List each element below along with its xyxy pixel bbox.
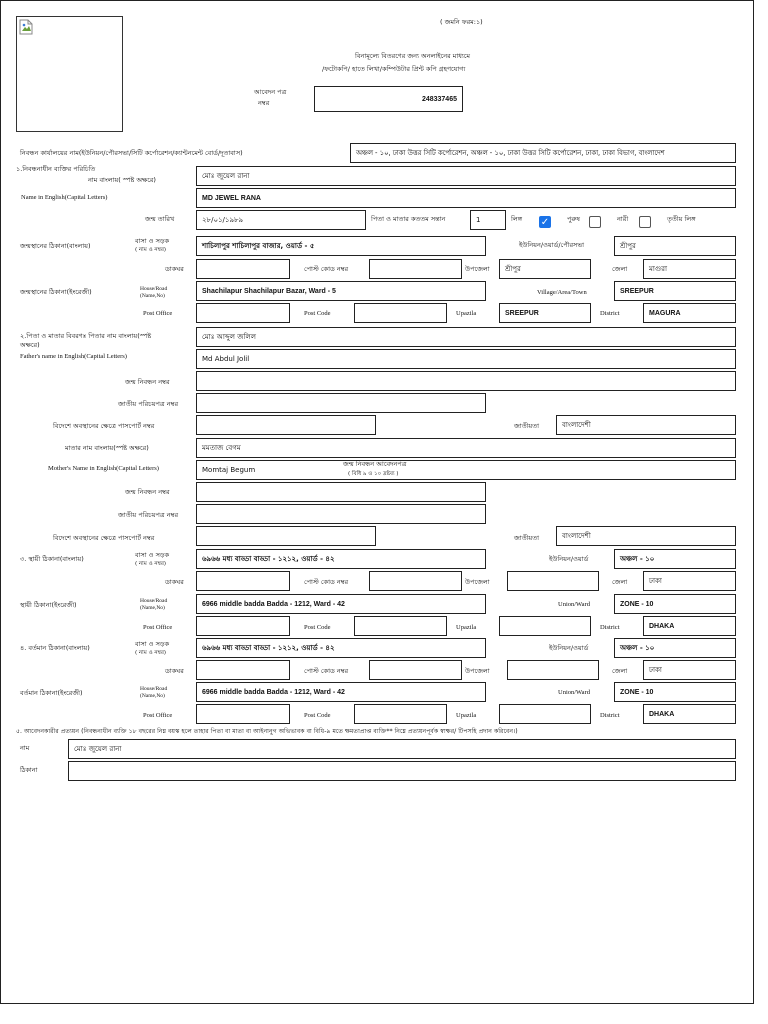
mother-nationality-label: জাতীয়তা (514, 534, 540, 542)
father-nationality-field[interactable]: বাংলাদেশী (556, 415, 736, 435)
sex-female-checkbox[interactable] (589, 216, 601, 228)
mother-birth-reg-label: জন্ম নিবন্ধন নম্বর (125, 488, 170, 496)
mother-bn-label: মাতার নাম বাংলায়(স্পষ্ট অক্ষরে) (65, 444, 149, 452)
pres-post-code-bn-field[interactable] (369, 660, 462, 680)
perm-district-bn-label: জেলা (612, 578, 628, 586)
birthplace-upazila-bn-field[interactable]: শ্রীপুর (499, 259, 591, 279)
perm-union-bn-label: ইউনিয়ন/ওয়ার্ড (549, 555, 589, 563)
perm-house-en-field[interactable]: 6966 middle badda Badda - 1212, Ward - 42 (196, 594, 486, 614)
father-nid-label: জাতীয় পরিচয়পত্র নম্বর (118, 400, 179, 408)
perm-house-label-bn-2: ( নাম ও নম্বর) (135, 561, 167, 567)
house-label-bn-2: ( নাম ও নম্বর) (135, 247, 167, 253)
sex-female-label: নারী (617, 215, 629, 223)
dob-field[interactable]: ২৮/০১/১৯৮৯ (196, 210, 366, 230)
upazila-bn-label: উপজেলা (465, 265, 490, 273)
birthplace-house-en-field[interactable]: Shachilapur Shachilapur Bazar, Ward - 5 (196, 281, 486, 301)
perm-post-code-bn-field[interactable] (369, 571, 462, 591)
pres-upazila-bn-field[interactable] (507, 660, 599, 680)
birthplace-union-bn-field[interactable]: শ্রীপুর (614, 236, 736, 256)
mother-en-field[interactable]: Momtaj Begum (196, 460, 736, 480)
sex-male-label: পুরুষ (567, 215, 580, 223)
mother-nid-field[interactable] (196, 504, 486, 524)
perm-district-en-field[interactable]: DHAKA (643, 616, 736, 636)
broken-image-icon (19, 19, 33, 35)
child-order-field[interactable]: 1 (470, 210, 506, 230)
pres-house-label-en-1: House/Road (140, 686, 168, 692)
mother-passport-field[interactable] (196, 526, 376, 546)
pres-post-code-bn-label: পোস্ট কোড নম্বর (304, 667, 349, 675)
attestor-address-label: ঠিকানা (20, 766, 38, 774)
upazila-en-label: Upazila (456, 310, 477, 317)
header-line-2: /ফটোকপি/ হাতে লিখা/কম্পিউটার প্রিন্ট কপি গ্রহণযোগ্য (322, 65, 466, 73)
house-label-en-1: House/Road (140, 286, 168, 292)
pres-district-bn-label: জেলা (612, 667, 628, 675)
perm-house-label-bn-1: বাসা ও সড়ক (135, 551, 170, 559)
birthplace-upazila-en-field[interactable]: SREEPUR (499, 303, 591, 323)
mother-nationality-field[interactable]: বাংলাদেশী (556, 526, 736, 546)
father-passport-label: বিদেশে অবস্থানের ক্ষেত্রে পাসপোর্ট নম্বর (53, 422, 155, 430)
perm-upazila-en-field[interactable] (499, 616, 591, 636)
child-order-label: পিতা ও মাতার কততম সন্তান (371, 215, 446, 223)
mother-passport-label: বিদেশে অবস্থানের ক্ষেত্রে পাসপোর্ট নম্বর (53, 534, 155, 542)
sex-label: লিঙ্গ (511, 215, 523, 223)
permanent-address-en-label: স্থায়ী ঠিকানা(ইংরেজী) (20, 601, 77, 609)
pres-house-label-bn-2: ( নাম ও নম্বর) (135, 650, 167, 656)
mother-en-label: Mother's Name in English(Capital Letters) (48, 465, 159, 472)
birthplace-bn-label: জন্মস্থানের ঠিকানা(বাংলায়) (20, 242, 91, 250)
pres-post-code-en-field[interactable] (354, 704, 447, 724)
perm-house-label-en-2: (Name,No) (140, 605, 165, 611)
pres-union-en-label: Union/Ward (558, 689, 590, 696)
pres-house-bn-field[interactable]: ৬৯৬৬ মধ্য বাড্ডা বাড্ডা - ১২১২, ওয়ার্ড - ৪২ (196, 638, 486, 658)
birthplace-village-en-field[interactable]: SREEPUR (614, 281, 736, 301)
birthplace-post-code-bn-field[interactable] (369, 259, 462, 279)
attestor-address-field[interactable] (68, 761, 736, 781)
dob-label: জন্ম তারিখ (145, 215, 175, 223)
father-bn-field[interactable]: মোঃ আব্দুল জলিল (196, 327, 736, 347)
mother-birth-reg-field[interactable] (196, 482, 486, 502)
birthplace-post-office-bn-field[interactable] (196, 259, 290, 279)
attestor-name-field[interactable]: মোঃ জুয়েল রানা (68, 739, 736, 759)
application-label-1: আবেদন পত্র (254, 88, 287, 96)
perm-union-en-label: Union/Ward (558, 601, 590, 608)
perm-post-office-bn-field[interactable] (196, 571, 290, 591)
mother-nid-label: জাতীয় পরিচয়পত্র নম্বর (118, 511, 179, 519)
pres-district-en-field[interactable]: DHAKA (643, 704, 736, 724)
father-passport-field[interactable] (196, 415, 376, 435)
pres-post-office-en-label: Post Office (143, 712, 173, 719)
name-en-label: Name in English(Capital Letters) (21, 194, 108, 201)
perm-post-code-bn-label: পোস্ট কোড নম্বর (304, 578, 349, 586)
photo-placeholder (16, 16, 123, 132)
pres-union-bn-field[interactable]: অঞ্চল - ১০ (614, 638, 736, 658)
header-line-1: বিনামূল্যে বিতরণের জন্য অনলাইনের মাধ্যমে (355, 52, 471, 60)
house-label-bn-1: বাসা ও সড়ক (135, 237, 170, 245)
birthplace-post-office-en-field[interactable] (196, 303, 290, 323)
pres-house-label-en-2: (Name,No) (140, 693, 165, 699)
perm-district-en-label: District (600, 624, 620, 631)
perm-upazila-en-label: Upazila (456, 624, 477, 631)
form-note-2: ( বিধি ৯ ও ১০ দ্রষ্টব্য ) (348, 471, 399, 477)
pres-union-en-field[interactable]: ZONE - 10 (614, 682, 736, 702)
father-en-label: Father's name in English(Capital Letters) (20, 353, 127, 360)
birthplace-post-code-en-field[interactable] (354, 303, 447, 323)
pres-upazila-en-label: Upazila (456, 712, 477, 719)
father-en-field[interactable]: Md Abdul Jolil (196, 349, 736, 369)
pres-upazila-en-field[interactable] (499, 704, 591, 724)
perm-upazila-bn-field[interactable] (507, 571, 599, 591)
perm-district-bn-field[interactable]: ঢাকা (643, 571, 736, 591)
father-birth-reg-field[interactable] (196, 371, 736, 391)
perm-union-en-field[interactable]: ZONE - 10 (614, 594, 736, 614)
perm-post-code-en-field[interactable] (354, 616, 447, 636)
perm-house-bn-field[interactable]: ৬৯৬৬ মধ্য বাড্ডা বাড্ডা - ১২১২, ওয়ার্ড - ৪২ (196, 549, 486, 569)
father-bn-label-1: ২.পিতা ও মাতার বিবরণঃ পিতার নাম বাংলায়(স্পষ্ট (20, 332, 152, 340)
name-en-field[interactable]: MD JEWEL RANA (196, 188, 736, 208)
pres-post-office-en-field[interactable] (196, 704, 290, 724)
pres-union-bn-label: ইউনিয়ন/ওয়ার্ড (549, 644, 589, 652)
sex-male-checkbox[interactable] (539, 216, 551, 228)
pres-district-bn-field[interactable]: ঢাকা (643, 660, 736, 680)
birthplace-house-bn-field[interactable]: শাচিলাপুর শাচিলাপুর বাজার, ওয়ার্ড - ৫ (196, 236, 486, 256)
pres-upazila-bn-label: উপজেলা (465, 667, 490, 675)
pres-post-office-bn-label: ডাকঘর (165, 667, 184, 675)
post-code-bn-label: পোস্ট কোড নম্বর (304, 265, 349, 273)
form-note-1: জন্ম নিবন্ধন আবেদনপত্র (343, 460, 407, 468)
perm-post-office-en-label: Post Office (143, 624, 173, 631)
sex-third-checkbox[interactable] (639, 216, 651, 228)
checkmark-icon: ✓ (540, 217, 550, 228)
birthplace-district-en-field[interactable]: MAGURA (643, 303, 736, 323)
father-nationality-label: জাতীয়তা (514, 422, 540, 430)
name-bn-label: নাম বাংলায়( স্পষ্ট অক্ষরে) (88, 176, 156, 184)
house-label-en-2: (Name,No) (140, 293, 165, 299)
name-bn-field[interactable]: মোঃ জুয়েল রানা (196, 166, 736, 186)
pres-post-office-bn-field[interactable] (196, 660, 290, 680)
birthplace-district-bn-field[interactable]: মাগুরা (643, 259, 736, 279)
union-label-bn: ইউনিয়ন/ওয়ার্ড/পৌরসভা (519, 241, 585, 249)
district-bn-label: জেলা (612, 265, 628, 273)
attestation-title: ৫. আবেদনকারীর প্রত্যয়ন (নিবন্ধনাধীন ব্যক্তি ১৮ বছরের নিম্ন বয়স্ক হলে তাহার পিতা বা মাতা বা আইনানুগ অভিভাবক বা বিধি-৯ মতে ক্ষমতাপ্রাপ্ত ব্যক্তি** নিম্নে প্রত্যয়নপূর্বক স্বাক্ষর/ টিপসহি প্রদান করিবেন।) (16, 728, 518, 735)
application-number-field[interactable]: 248337465 (314, 86, 463, 112)
mother-bn-field[interactable]: মমতাজ বেগম (196, 438, 736, 458)
village-label-en: Village/Area/Town (537, 289, 587, 296)
office-label: নিবন্ধন কার্যালয়ের নাম(ইউনিয়ন/পৌরসভা/সিটি কর্পোরেশন/ক্যান্টনমেন্ট বোর্ড/দূতাবাস) (20, 149, 243, 157)
section1-title: ১.নিবন্ধনাধীন ব্যক্তির পরিচিতি (16, 165, 96, 173)
post-office-en-label: Post Office (143, 310, 173, 317)
perm-post-code-en-label: Post Code (304, 624, 331, 631)
permanent-address-bn-label: ৩. স্থায়ী ঠিকানা(বাংলায়) (20, 555, 84, 563)
birthplace-en-label: জন্মস্থানের ঠিকানা(ইংরেজী) (20, 288, 92, 296)
application-label-2: নম্বর (258, 99, 270, 107)
form-number: ( জমনি ফরম:১) (440, 18, 483, 26)
father-nid-field[interactable] (196, 393, 486, 413)
father-bn-label-2: অক্ষরে) (20, 341, 40, 349)
pres-post-code-en-label: Post Code (304, 712, 331, 719)
present-address-bn-label: ৪. বর্তমান ঠিকানা(বাংলায়) (20, 644, 90, 652)
pres-district-en-label: District (600, 712, 620, 719)
perm-post-office-bn-label: ডাকঘর (165, 578, 184, 586)
post-code-en-label: Post Code (304, 310, 331, 317)
present-address-en-label: বর্তমান ঠিকানা(ইংরেজী) (20, 689, 83, 697)
sex-third-label: তৃতীয় লিঙ্গ (667, 215, 696, 223)
district-en-label: District (600, 310, 620, 317)
attestor-name-label: নাম (20, 744, 30, 752)
office-field[interactable]: অঞ্চল - ১০, ঢাকা উত্তর সিটি কর্পোরেশন, অঞ্চল - ১০, ঢাকা উত্তর সিটি কর্পোরেশন, ঢাকা, ঢাকা বিভাগ, বাংলাদেশ (350, 143, 736, 163)
father-birth-reg-label: জন্ম নিবন্ধন নম্বর (125, 378, 170, 386)
perm-union-bn-field[interactable]: অঞ্চল - ১০ (614, 549, 736, 569)
perm-house-label-en-1: House/Road (140, 598, 168, 604)
pres-house-label-bn-1: বাসা ও সড়ক (135, 640, 170, 648)
perm-post-office-en-field[interactable] (196, 616, 290, 636)
post-office-bn-label: ডাকঘর (165, 265, 184, 273)
pres-house-en-field[interactable]: 6966 middle badda Badda - 1212, Ward - 42 (196, 682, 486, 702)
perm-upazila-bn-label: উপজেলা (465, 578, 490, 586)
